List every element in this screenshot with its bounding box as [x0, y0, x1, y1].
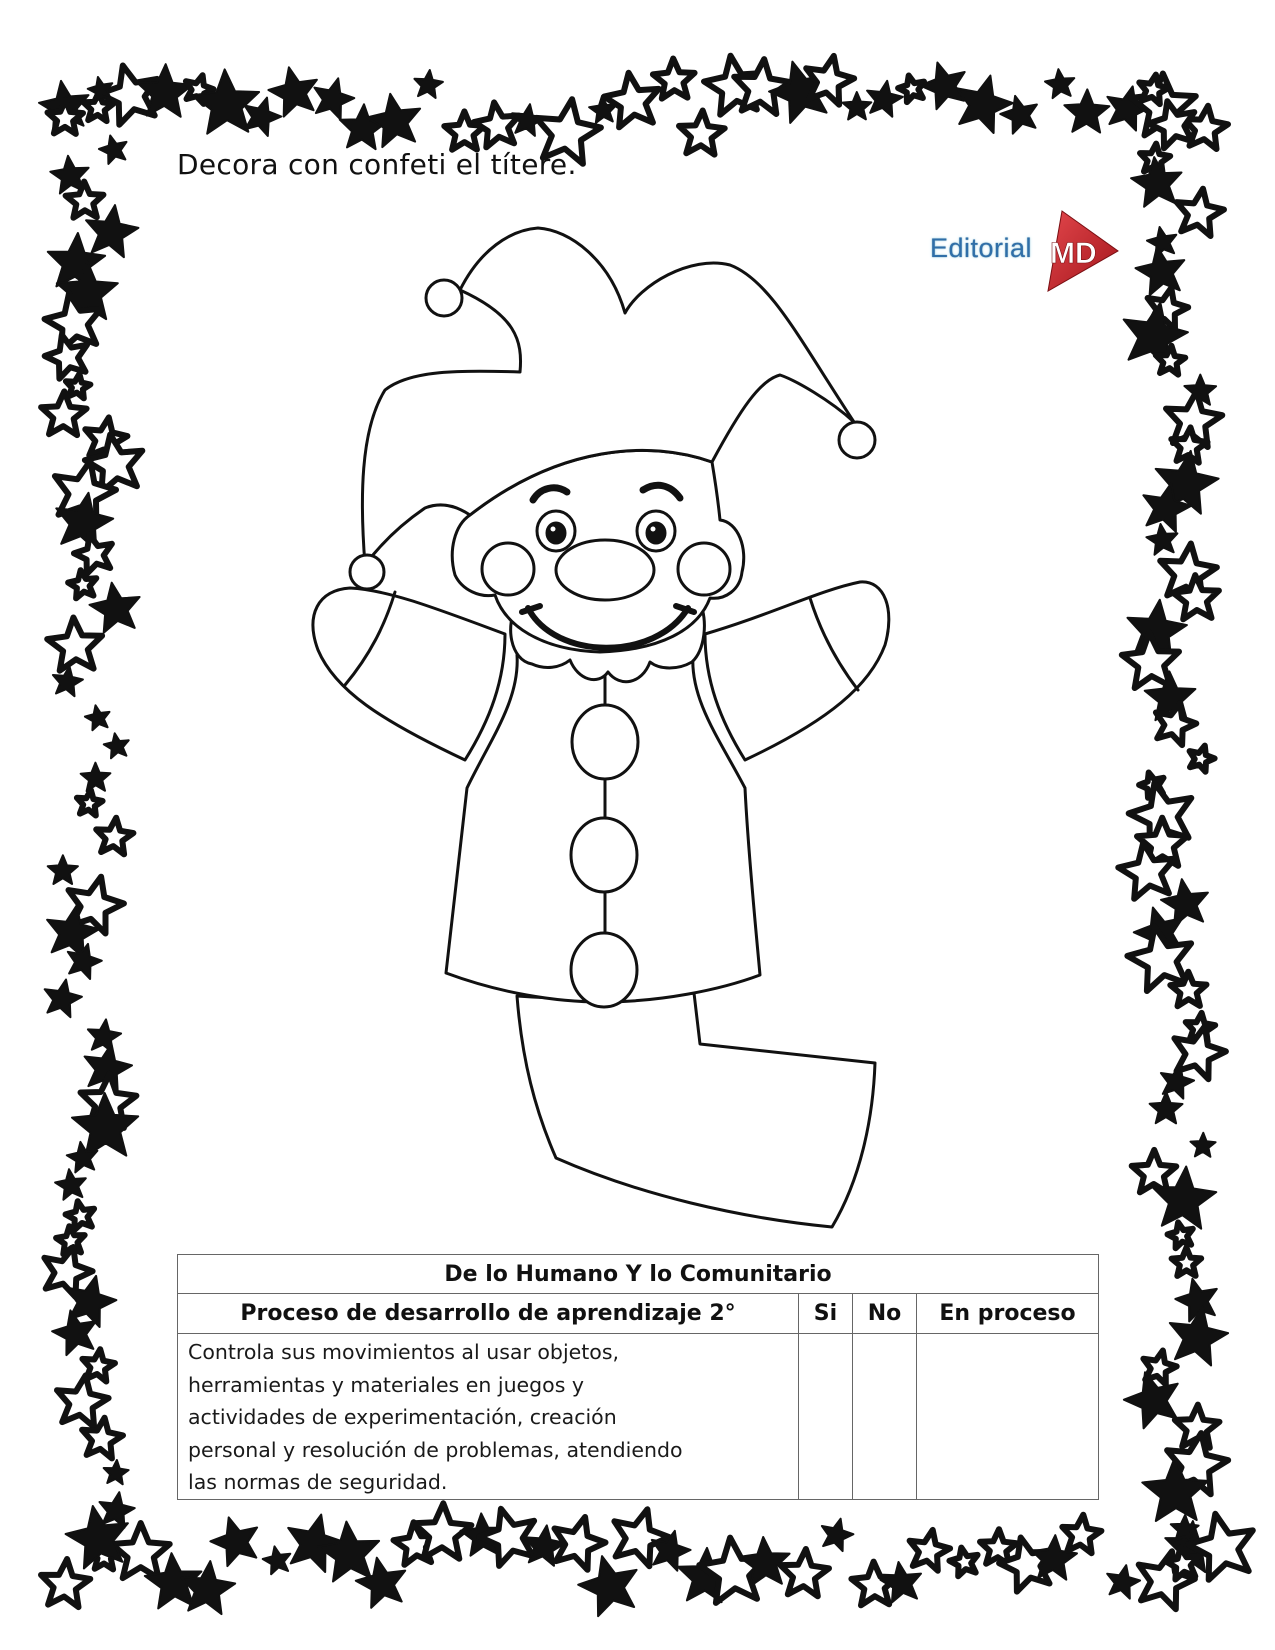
puppet-button [572, 705, 638, 779]
no-checkbox-cell[interactable] [853, 1334, 917, 1500]
instruction-text: Decora con confeti el títere. [177, 148, 577, 181]
puppet-cheek [482, 543, 534, 595]
criterion-line: actividades de experimentación, creación [188, 1405, 617, 1429]
table-title: De lo Humano Y lo Comunitario [178, 1255, 1099, 1294]
header-in-progress: En proceso [917, 1294, 1099, 1334]
yes-checkbox-cell[interactable] [799, 1334, 853, 1500]
header-no: No [853, 1294, 917, 1334]
puppet-button [571, 933, 637, 1007]
puppet-button [571, 818, 637, 892]
criterion-line: personal y resolución de problemas, atendiendo [188, 1437, 683, 1462]
puppet-sock [517, 993, 875, 1227]
criterion-line: Controla sus movimientos al usar objetos, [188, 1340, 620, 1364]
in-progress-checkbox-cell[interactable] [917, 1334, 1099, 1500]
logo-text: Editorial [930, 233, 1033, 263]
header-process: Proceso de desarrollo de aprendizaje 2° [178, 1294, 799, 1334]
criterion-cell [178, 1334, 799, 1500]
table-title-row [178, 1255, 1099, 1294]
evaluation-table [177, 1254, 1099, 1500]
puppet-pompom [426, 280, 462, 316]
header-yes: Si [799, 1294, 853, 1334]
puppet-pompom [839, 422, 875, 458]
puppet-cheek [678, 543, 730, 595]
criterion-line: las normas de seguridad. [188, 1470, 448, 1494]
puppet-right-arm [705, 582, 889, 760]
table-header-row [178, 1294, 1099, 1334]
table-row [178, 1334, 1099, 1500]
puppet-pompom [350, 555, 384, 589]
puppet-left-arm [313, 588, 505, 760]
criterion-line: herramientas y materiales en juegos y [188, 1372, 585, 1397]
puppet-nose [556, 540, 654, 600]
svg-text:MD: MD [1050, 237, 1097, 270]
